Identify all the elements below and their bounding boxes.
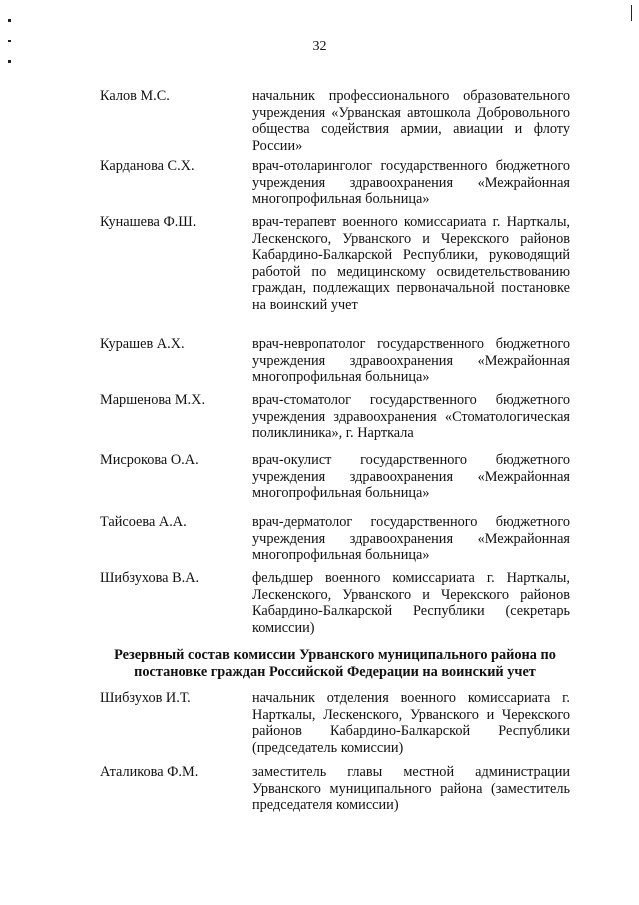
member-name: Мисрокова О.А. <box>100 452 199 468</box>
member-name: Шибзухов И.Т. <box>100 690 191 706</box>
member-description: заместитель главы местной администрации Урванского муниципального района (заместитель председателя комиссии) <box>252 764 570 814</box>
member-description: фельдшер военного комиссариата г. Нарткалы, Лескенского, Урванского и Черекского районов Кабардино-Балкарской Республики (секретарь комиссии) <box>252 570 570 636</box>
member-description: врач-стоматолог государственного бюджетного учреждения здравоохранения «Стоматологическая поликлиника», г. Нарткала <box>252 392 570 442</box>
member-name: Кунашева Ф.Ш. <box>100 214 197 230</box>
member-description: врач-отоларинголог государственного бюджетного учреждения здравоохранения «Межрайонная многопрофильная больница» <box>252 158 570 208</box>
member-description: начальник отделения военного комиссариата г. Нарткалы, Лескенского, Урванского и Черекского районов Кабардино-Балкарской Республики (председатель комиссии) <box>252 690 570 756</box>
member-row <box>100 336 570 386</box>
page-number: 32 <box>312 39 327 54</box>
member-row <box>100 88 570 154</box>
member-description: врач-окулист государственного бюджетного учреждения здравоохранения «Межрайонная многопрофильная больница» <box>252 452 570 502</box>
scan-edge-mark <box>631 5 632 21</box>
member-name: Маршенова М.Х. <box>100 392 206 408</box>
reserve-member-row <box>100 764 570 814</box>
member-name: Шибзухова В.А. <box>100 570 200 586</box>
member-name: Калов М.С. <box>100 88 170 104</box>
member-name: Аталикова Ф.М. <box>100 764 199 780</box>
scan-mark <box>8 19 11 22</box>
member-description: врач-дерматолог государственного бюджетного учреждения здравоохранения «Межрайонная многопрофильная больница» <box>252 514 570 564</box>
member-row <box>100 570 570 636</box>
member-name: Тайсоева А.А. <box>100 514 187 530</box>
member-row <box>100 158 570 208</box>
member-description: врач-терапевт военного комиссариата г. Нарткалы, Лескенского, Урванского и Черекского районов Кабардино-Балкарской Республики, руководящий работой по медицинскому освидетельствованию граждан, подлежащих первоначальной постановке на воинский учет <box>252 214 570 313</box>
member-row <box>100 514 570 564</box>
member-description: начальник профессионального образовательного учреждения «Урванская автошкола Добровольного общества содействия армии, авиации и флоту России» <box>252 88 570 154</box>
scan-mark <box>8 60 11 63</box>
reserve-section-heading: Резервный состав комиссии Урванского муниципального района по постановке граждан Российской Федерации на воинский учет <box>114 647 556 680</box>
reserve-member-row <box>100 690 570 756</box>
member-row <box>100 452 570 502</box>
member-row <box>100 392 570 442</box>
member-name: Карданова С.Х. <box>100 158 195 174</box>
member-name: Курашев А.Х. <box>100 336 185 352</box>
member-description: врач-невропатолог государственного бюджетного учреждения здравоохранения «Межрайонная многопрофильная больница» <box>252 336 570 386</box>
member-row <box>100 214 570 314</box>
